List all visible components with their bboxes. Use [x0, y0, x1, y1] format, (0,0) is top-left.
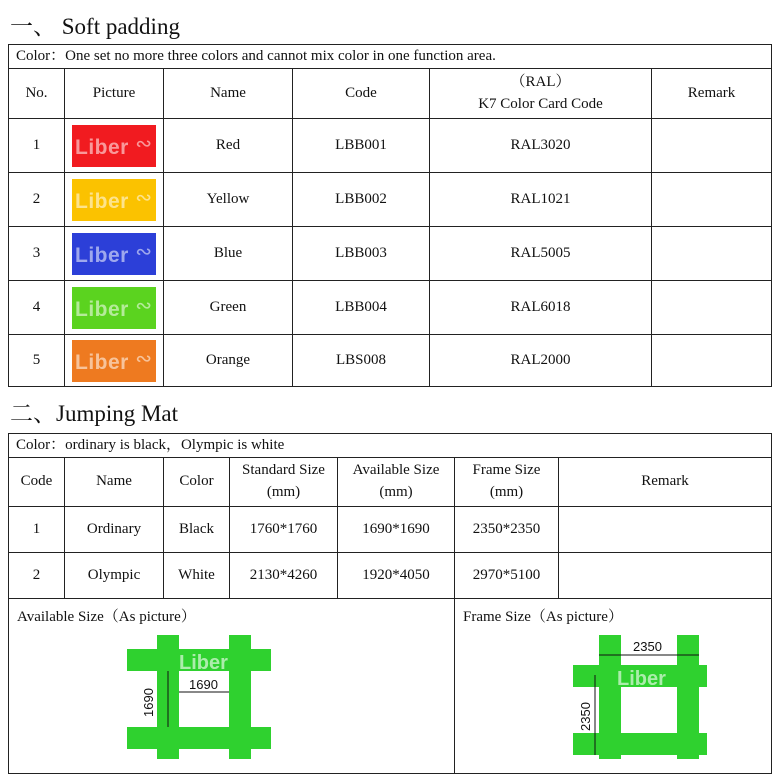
row-name: Yellow	[164, 173, 293, 227]
playground-figure-icon: ∾	[135, 345, 152, 370]
table-row	[9, 119, 772, 173]
row-ral: RAL1021	[430, 173, 652, 227]
jumping-mat-color-note: Color：ordinary is black，Olympic is white	[9, 434, 772, 458]
header-frame-size	[455, 458, 559, 507]
table-row	[9, 553, 772, 599]
header-standard-size	[230, 458, 338, 507]
soft-padding-table	[8, 44, 772, 387]
row-frame-size: 2970*5100	[455, 553, 559, 599]
color-swatch-cell	[65, 335, 164, 387]
playground-figure-icon: ∾	[135, 238, 152, 263]
available-width-label: 1690	[189, 677, 218, 692]
header-ral	[430, 69, 652, 119]
header-frame-size-unit: (mm)	[489, 484, 524, 500]
row-ral: RAL2000	[430, 335, 652, 387]
row-code: 2	[9, 553, 65, 599]
header-remark: Remark	[559, 458, 772, 507]
available-size-diagram	[127, 635, 271, 759]
available-size-panel	[9, 599, 455, 774]
frame-size-diagram	[573, 635, 707, 759]
row-code: LBB002	[293, 173, 430, 227]
available-height-label: 1690	[141, 688, 156, 717]
row-ral: RAL6018	[430, 281, 652, 335]
frame-liber-logo: Liber	[617, 668, 666, 690]
row-available-size: 1690*1690	[338, 507, 455, 553]
row-remark	[652, 335, 772, 387]
header-color: Color	[164, 458, 230, 507]
soft-padding-heading: 一、 Soft padding	[10, 14, 180, 39]
header-picture: Picture	[65, 69, 164, 119]
available-size-caption: Available Size（As picture）	[17, 609, 196, 625]
row-code: LBS008	[293, 335, 430, 387]
color-swatch-cell	[65, 281, 164, 335]
row-available-size: 1920*4050	[338, 553, 455, 599]
header-standard-size-line1: Standard Size	[242, 462, 325, 479]
row-no: 1	[9, 119, 65, 173]
frame-width-label: 2350	[633, 639, 662, 654]
color-swatch-cell	[65, 227, 164, 281]
table-row	[9, 507, 772, 553]
header-name: Name	[65, 458, 164, 507]
row-standard-size: 2130*4260	[230, 553, 338, 599]
row-ral: RAL5005	[430, 227, 652, 281]
header-remark: Remark	[652, 69, 772, 119]
color-swatch	[72, 179, 156, 221]
row-name: Blue	[164, 227, 293, 281]
table-row	[9, 281, 772, 335]
row-color: Black	[164, 507, 230, 553]
row-remark	[652, 119, 772, 173]
jumping-mat-table	[8, 433, 772, 774]
row-remark	[652, 173, 772, 227]
row-color: White	[164, 553, 230, 599]
row-frame-size: 2350*2350	[455, 507, 559, 553]
jumping-mat-header-row	[9, 458, 772, 507]
row-standard-size: 1760*1760	[230, 507, 338, 553]
header-code: Code	[9, 458, 65, 507]
header-no: No.	[9, 69, 65, 119]
frame-size-panel	[455, 599, 772, 774]
soft-padding-header-row	[9, 69, 772, 119]
playground-figure-icon: ∾	[135, 184, 152, 209]
frame-height-label: 2350	[578, 702, 593, 731]
frame-size-caption: Frame Size（As picture）	[463, 609, 623, 625]
header-code: Code	[293, 69, 430, 119]
table-row	[9, 173, 772, 227]
row-remark	[652, 281, 772, 335]
liber-logo: Liber	[75, 135, 129, 159]
soft-padding-color-note: Color：One set no more three colors and cannot mix color in one function area.	[9, 45, 772, 69]
row-remark	[652, 227, 772, 281]
available-liber-logo: Liber	[179, 652, 228, 674]
color-swatch	[72, 287, 156, 329]
jumping-mat-heading: 二、Jumping Mat	[10, 401, 179, 426]
liber-logo: Liber	[75, 297, 129, 321]
row-name: Ordinary	[65, 507, 164, 553]
row-code: 1	[9, 507, 65, 553]
row-name: Olympic	[65, 553, 164, 599]
header-frame-size-line1: Frame Size	[472, 462, 541, 479]
color-swatch	[72, 233, 156, 275]
row-no: 4	[9, 281, 65, 335]
header-ral-line1: （RAL）	[510, 73, 571, 90]
row-code: LBB001	[293, 119, 430, 173]
table-row	[9, 227, 772, 281]
liber-logo: Liber	[75, 350, 129, 374]
liber-logo: Liber	[75, 189, 129, 213]
row-name: Orange	[164, 335, 293, 387]
header-name: Name	[164, 69, 293, 119]
color-swatch-cell	[65, 173, 164, 227]
header-ral-line2: K7 Color Card Code	[478, 95, 603, 112]
header-available-size-line1: Available Size	[352, 462, 440, 479]
row-no: 3	[9, 227, 65, 281]
playground-figure-icon: ∾	[135, 130, 152, 155]
table-row	[9, 335, 772, 387]
row-name: Red	[164, 119, 293, 173]
row-name: Green	[164, 281, 293, 335]
header-available-size	[338, 458, 455, 507]
color-swatch	[72, 340, 156, 382]
row-remark	[559, 507, 772, 553]
row-code: LBB003	[293, 227, 430, 281]
color-swatch	[72, 125, 156, 167]
row-no: 2	[9, 173, 65, 227]
row-remark	[559, 553, 772, 599]
playground-figure-icon: ∾	[135, 292, 152, 317]
row-ral: RAL3020	[430, 119, 652, 173]
row-code: LBB004	[293, 281, 430, 335]
header-standard-size-unit: (mm)	[266, 484, 301, 500]
row-no: 5	[9, 335, 65, 387]
liber-logo: Liber	[75, 243, 129, 267]
color-swatch-cell	[65, 119, 164, 173]
header-available-size-unit: (mm)	[379, 484, 413, 500]
